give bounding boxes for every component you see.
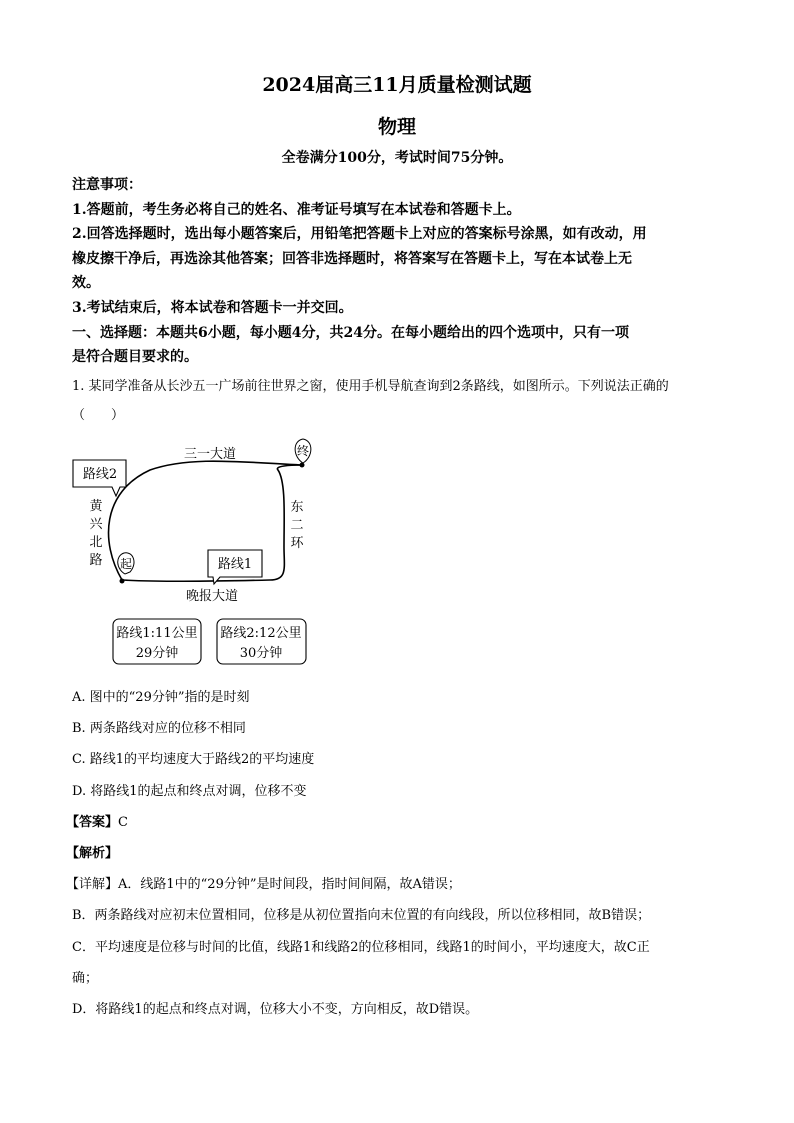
section-heading-cont: 是符合题目要求的。: [72, 349, 198, 365]
route2-callout: [73, 460, 126, 496]
route1-label: 路线1: [217, 557, 253, 572]
start-marker-label: 起: [119, 557, 133, 571]
road-label-left: 兴: [89, 517, 103, 532]
notes-heading: 注意事项：: [72, 177, 142, 193]
road-label-bottom: 晚报大道: [185, 589, 239, 604]
exam-info: 全卷满分100分，考试时间75分钟。: [281, 150, 513, 166]
notes-item: 效。: [72, 275, 100, 291]
option-a: A. 图中的“29分钟”指的是时刻: [72, 690, 250, 705]
end-marker-label: 终: [296, 444, 310, 458]
route2-info-time: 30分钟: [239, 646, 283, 661]
route2-info-distance: 路线2:12公里: [220, 626, 302, 641]
analysis-tag: 【解析】: [66, 846, 119, 861]
notes-item: 1.答题前，考生务必将自己的姓名、准考证号填写在本试卷和答题卡上。: [72, 202, 521, 218]
detail-line: C．平均速度是位移与时间的比值，线路1和线路2的位移相同，线路1的时间小，平均速度大，故C正: [72, 940, 650, 955]
detail-line: D．将路线1的起点和终点对调，位移大小不变，方向相反，故D错误。: [72, 1002, 479, 1017]
route-map-figure: [70, 432, 320, 672]
answer-value: C: [118, 815, 128, 830]
detail-line: 【详解】A．线路1中的“29分钟”是时间段，指时间间隔，故A错误；: [66, 877, 461, 892]
road-label-right: 二: [290, 518, 304, 533]
route1-info-time: 29分钟: [135, 646, 179, 661]
start-marker-icon: [118, 553, 134, 574]
exam-title: 2024届高三11月质量检测试题: [262, 74, 532, 96]
route1-callout: [208, 550, 262, 584]
road-label-left: 路: [89, 553, 103, 568]
detail-line: 确；: [72, 971, 99, 986]
answer-line: [66, 811, 128, 830]
notes-item: 3.考试结束后，将本试卷和答题卡一并交回。: [72, 300, 353, 316]
option-c: C. 路线1的平均速度大于路线2的平均速度: [72, 752, 315, 767]
section-heading: 一、选择题：本题共6小题，每小题4分，共24分。在每小题给出的四个选项中，只有一项: [72, 325, 629, 341]
route2-path: [109, 461, 302, 580]
notes-item: 2.回答选择题时，选出每小题答案后，用铅笔把答题卡上对应的答案标号涂黑，如有改动，用: [72, 226, 647, 242]
option-b: B. 两条路线对应的位移不相同: [72, 721, 246, 736]
road-label-left: 北: [89, 535, 103, 550]
road-label-left: 黄: [89, 499, 103, 514]
question-stem: 1. 某同学准备从长沙五一广场前往世界之窗，使用手机导航查询到2条路线，如图所示。下列说法正确的: [72, 379, 669, 394]
road-label-top: 三一大道: [183, 447, 237, 462]
notes-item: 橡皮擦干净后，再选涂其他答案；回答非选择题时，将答案写在答题卡上，写在本试卷上无: [72, 251, 632, 267]
end-marker-icon: [295, 439, 311, 463]
route2-label: 路线2: [82, 467, 118, 482]
route2-info-box: [217, 619, 306, 664]
option-d: D. 将路线1的起点和终点对调，位移不变: [72, 784, 307, 799]
subject-title: 物理: [377, 116, 416, 138]
answer-tag: 【答案】: [66, 815, 119, 830]
road-label-right: 环: [290, 536, 304, 551]
road-label-right: 东: [290, 500, 304, 515]
detail-line: B．两条路线对应初末位置相同，位移是从初位置指向末位置的有向线段，所以位移相同，故B错误；: [72, 908, 651, 923]
route1-info-distance: 路线1:11公里: [116, 626, 198, 641]
question-stem-cont: （ ）: [72, 408, 125, 423]
route1-info-box: [113, 619, 201, 664]
